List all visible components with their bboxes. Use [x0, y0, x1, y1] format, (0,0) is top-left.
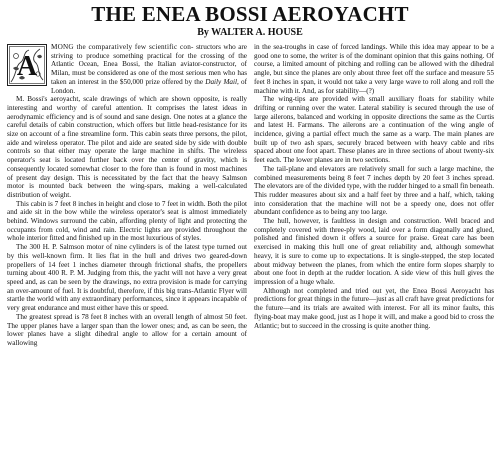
paragraph-tail-plane: The tail-plane and elevators are relatively small for such a large machine, the combined measurements being 8 feet 7 inches depth by 20 feet 3 inches spread. The elevators are of the divided type, with the rudder hinged to a small fin beneath. This rudder measures about six and a half feet by three and a half, which, taking into consideration that the machine will not be a speedy one, does not offer abundant confidence as to being any too large.: [254, 164, 494, 217]
decorative-drop-cap: [7, 44, 47, 86]
intro-tail: , of London.: [51, 77, 247, 95]
drop-cap-ornament-icon: [7, 44, 47, 86]
paragraph-wing-tips: The wing-tips are provided with small auxiliary floats for stability while drifting or running over the water. Lateral stability is secured through the use of large ailerons, balanced and working in opposite directions the same as the Curtis and latest H. Farmans. The ailerons are a continuation of the wing angle of incidence, giving a partial effect much the same as a warp. The main planes are built up of two ash spars, securely braced between with heavy cable and ribs spaced about one foot apart. These planes are in three sections of about twenty-six feet each. The lower planes are in two sections.: [254, 95, 494, 165]
paragraph-sea-troughs: in the sea-troughs in case of forced landings. While this idea may appear to be a good one to some, the writer is of the dominant opinion that this gains nothing. Of course, a limited amount of pitching and rolling can be allowed with the dihedral angle, but since the planes are only about three feet off the surface and measure 55 feet 8 inches in span, it would not take a very large wave to roll along and roll the machine with it. And, as for stability—(?): [254, 43, 494, 95]
left-column: [7, 43, 247, 455]
intro-body: structors who are striving to produce something practical for the crossing of the Atlantic Ocean, Enea Bossi, the Italian aviator-constructor, of Milan, must be considered as one of the most serious men who has taken an interest in the $50,000 prize offered by the: [51, 43, 247, 86]
paragraph-spread: The greatest spread is 78 feet 8 inches with an overall length of almost 50 feet. The upper planes have a larger span than the lower ones; and, as can be seen, the lower planes have a slight dihedral angle to allow for a certain amount of wallowing: [7, 312, 247, 347]
paragraph-motor: The 300 H. P. Salmson motor of nine cylinders is of the latest type turned out by this well-known firm. It lies flat in the hull and drives two geared-down propellers of 14 feet 1 inches diameter through frictional shafts, the propellers turning about 400 R. P. M. Judging from this, the yacht will not have a very great speed and, as can be seen by the drawings, no extra provision is made for carrying an over-amount of fuel. It is doubtful, therefore, if this big trans-Atlantic Flyer will startle the world with any extraordinary performances, since it appears incapable of very great endurance and must either have this or speed.: [7, 243, 247, 313]
drop-cap-letter: A: [16, 51, 38, 82]
intro-lead: MONG the comparatively few scientific con-: [51, 43, 194, 51]
paragraph-cabin: M. Bossi's aeroyacht, scale drawings of which are shown opposite, is really interesting and worthy of careful attention. It comprises the latest ideas in aerodynamic efficiency and is of sound and sane design. One notes at a glance the careful details of cabin construction, which offers but little head-resistance for its size on account of a fine streamline form. This cabin seats three persons, the pilot, aide and wireless operator. The pilot and aide are seated side by side with double controls so that either may operate the large machine in shifts. The wireless operator's seat is located further back over the center of gravity, which is consequently located somewhat closer to the fore than is found in most machines of present day design. This is necessitated by the fact that the heavy Salmson motor is mounted back between the wing-spars, making a well-calculated distribution of weight.: [7, 95, 247, 199]
article-title: THE ENEA BOSSI AEROYACHT: [91, 2, 409, 26]
paragraph-hull: The hull, however, is faultless in design and construction. Well braced and completely covered with three-ply wood, laid over a form diagonally and glued, polished and finished down it offers a source for praise. Great care has been exercised in making this hull one of great reliability and, although somewhat heavy, it is sure to come up to expectations. It is single-stepped, the step located about midway between the planes, from which the entire form slopes sharply to about one foot in depth at the rudder location. A side view of this hull gives the impression of a huge whale.: [254, 217, 494, 286]
paragraph-cabin-size: This cabin is 7 feet 8 inches in height and close to 7 feet in width. Both the pilot and aide sit in the bow while the wireless operator's seat is almost immediately behind. Windows surround the cabin, affording plenty of light and protecting the occupants from cold, wind and rain. Electric lights are provided throughout the whole interior fitted and finished up in the most luxurious of styles.: [7, 199, 247, 243]
newspaper-name: Daily Mail: [205, 77, 238, 86]
article-byline: By WALTER A. HOUSE: [197, 27, 303, 38]
paragraph-conclusion: Although not completed and tried out yet, the Enea Bossi Aeroyacht has predictions for great things in the future—just as all craft have great predictions for the future—and its trials are awaited with interest. For all its minor faults, this flying-boat may make good, just as I hope it will, and make a good bid to cross the Atlantic; but to succeed in the crossing is quite another thing.: [254, 286, 494, 330]
right-column: [254, 43, 494, 455]
